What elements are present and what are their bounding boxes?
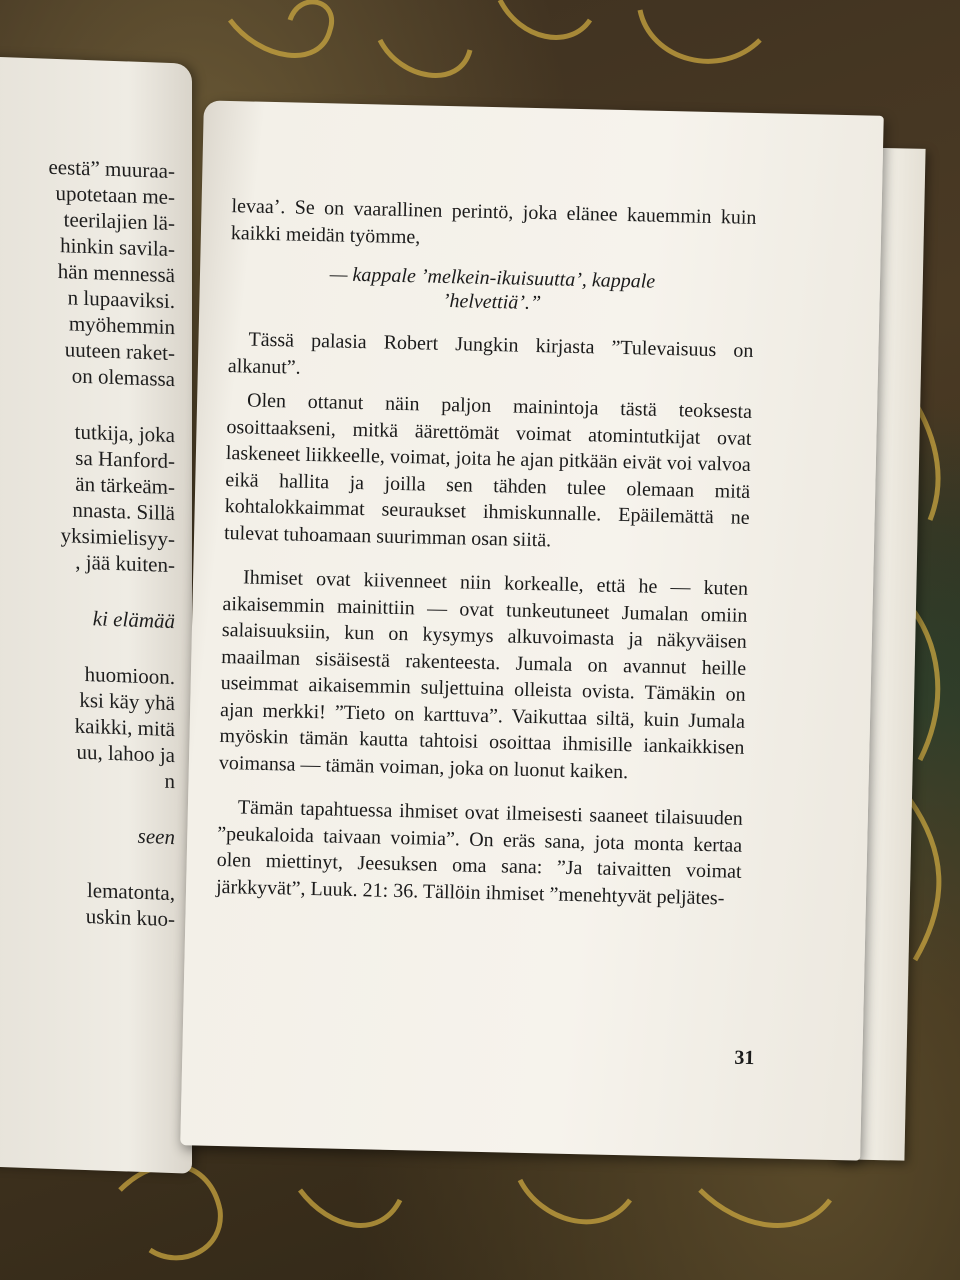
left-line: eestä” muuraa- (48, 154, 175, 184)
quote-line-2: ’helvettiä’.” (442, 289, 542, 315)
quote-line-1: — kappale ’melkein-ikuisuutta’, kappale (329, 263, 656, 293)
left-line: upotetaan me- (55, 180, 175, 210)
left-line: kaikki, mitä (74, 713, 175, 742)
right-page-text (216, 193, 757, 912)
left-line: hinkin savila- (60, 233, 175, 262)
left-line: , jää kuiten- (75, 549, 175, 578)
left-line: än tärkeäm- (75, 471, 175, 500)
left-line: lematonta, (86, 878, 175, 906)
left-line: myöhemmin (68, 311, 175, 340)
left-line: uu, lahoo ja (76, 739, 175, 768)
left-line: uskin kuo- (85, 903, 175, 932)
paragraph-2: Olen ottanut näin paljon mainintoja tästä teoksesta osoittaakseni, mitkä äärettömät voimat atomintutkijat ovat laskeneet liikkeelle, voimat, joita he ajan pitkään eivät voi valvoa eikä hallita ja joilla sen tähden tulee olemaan mitä kohtalokkaimmat seuraukset ihmiskunnalle. Epäilemättä ne tulevat tuhoamaan suurimman osan siitä. (223, 389, 753, 551)
left-line: ksi käy yhä (79, 687, 175, 716)
paragraph-3: Ihmiset ovat kiivenneet niin korkealle, että he — kuten aikaisemmin mainittiin — ovat tunkeutuneet Jumalan omiin salaisuuksiin, kun on kysymys alkuvoimasta ja näkyväisen maailman sisäisestä rakenteesta. Jumala on avannut heille useimmat aikaisemmin suljettuina olleista ovista. Tämäkin on ajan merkki! ”Tieto on karttuva”. Vaikuttaa siltä, kuin Jumala myöskin tämän kautta tahtoisi osoittaa ihmisille iankaikkisen voimansa — tämän voiman, joka on luonut kaiken. (218, 566, 749, 783)
left-line: n (164, 768, 175, 794)
paragraph-1: Tässä palasia Robert Jungkin kirjasta ”Tulevaisuus on alkanut”. (227, 328, 754, 379)
left-heading-text: ki elämää (92, 606, 175, 634)
opening-text: levaa’. Se on vaarallinen perintö, joka elänee kauemmin kuin kaikki meidän työmme, (230, 195, 757, 248)
left-line: n lupaaviksi. (67, 285, 175, 314)
left-line: yksimielisyy- (60, 523, 175, 552)
left-page-text (0, 151, 175, 932)
left-line: on olemassa (71, 363, 175, 392)
left-heading-text: seen (137, 823, 175, 850)
left-line: uuteen raket- (64, 337, 175, 366)
left-line: nnasta. Sillä (72, 497, 175, 526)
page-number: 31 (734, 1046, 755, 1070)
left-line: teerilajien lä- (63, 207, 175, 236)
left-page (0, 56, 192, 1173)
left-line: tutkija, joka (74, 419, 175, 448)
paragraph-4: Tämän tapahtuessa ihmiset ovat ilmeisesti saaneet tilaisuuden ”peukaloida taivaan voimia”. On eräs sana, jota monta kertaa olen miettinyt, Jeesuksen oma sana: ”Ja taivaitten voimat järkkyvät”, Luuk. 21: 36. Tällöin ihmiset ”menehtyvät peljätes- (215, 796, 744, 909)
left-line: huomioon. (84, 661, 175, 690)
right-page (180, 100, 884, 1160)
left-line: hän mennessä (57, 259, 175, 288)
left-line: sa Hanford- (75, 445, 175, 474)
